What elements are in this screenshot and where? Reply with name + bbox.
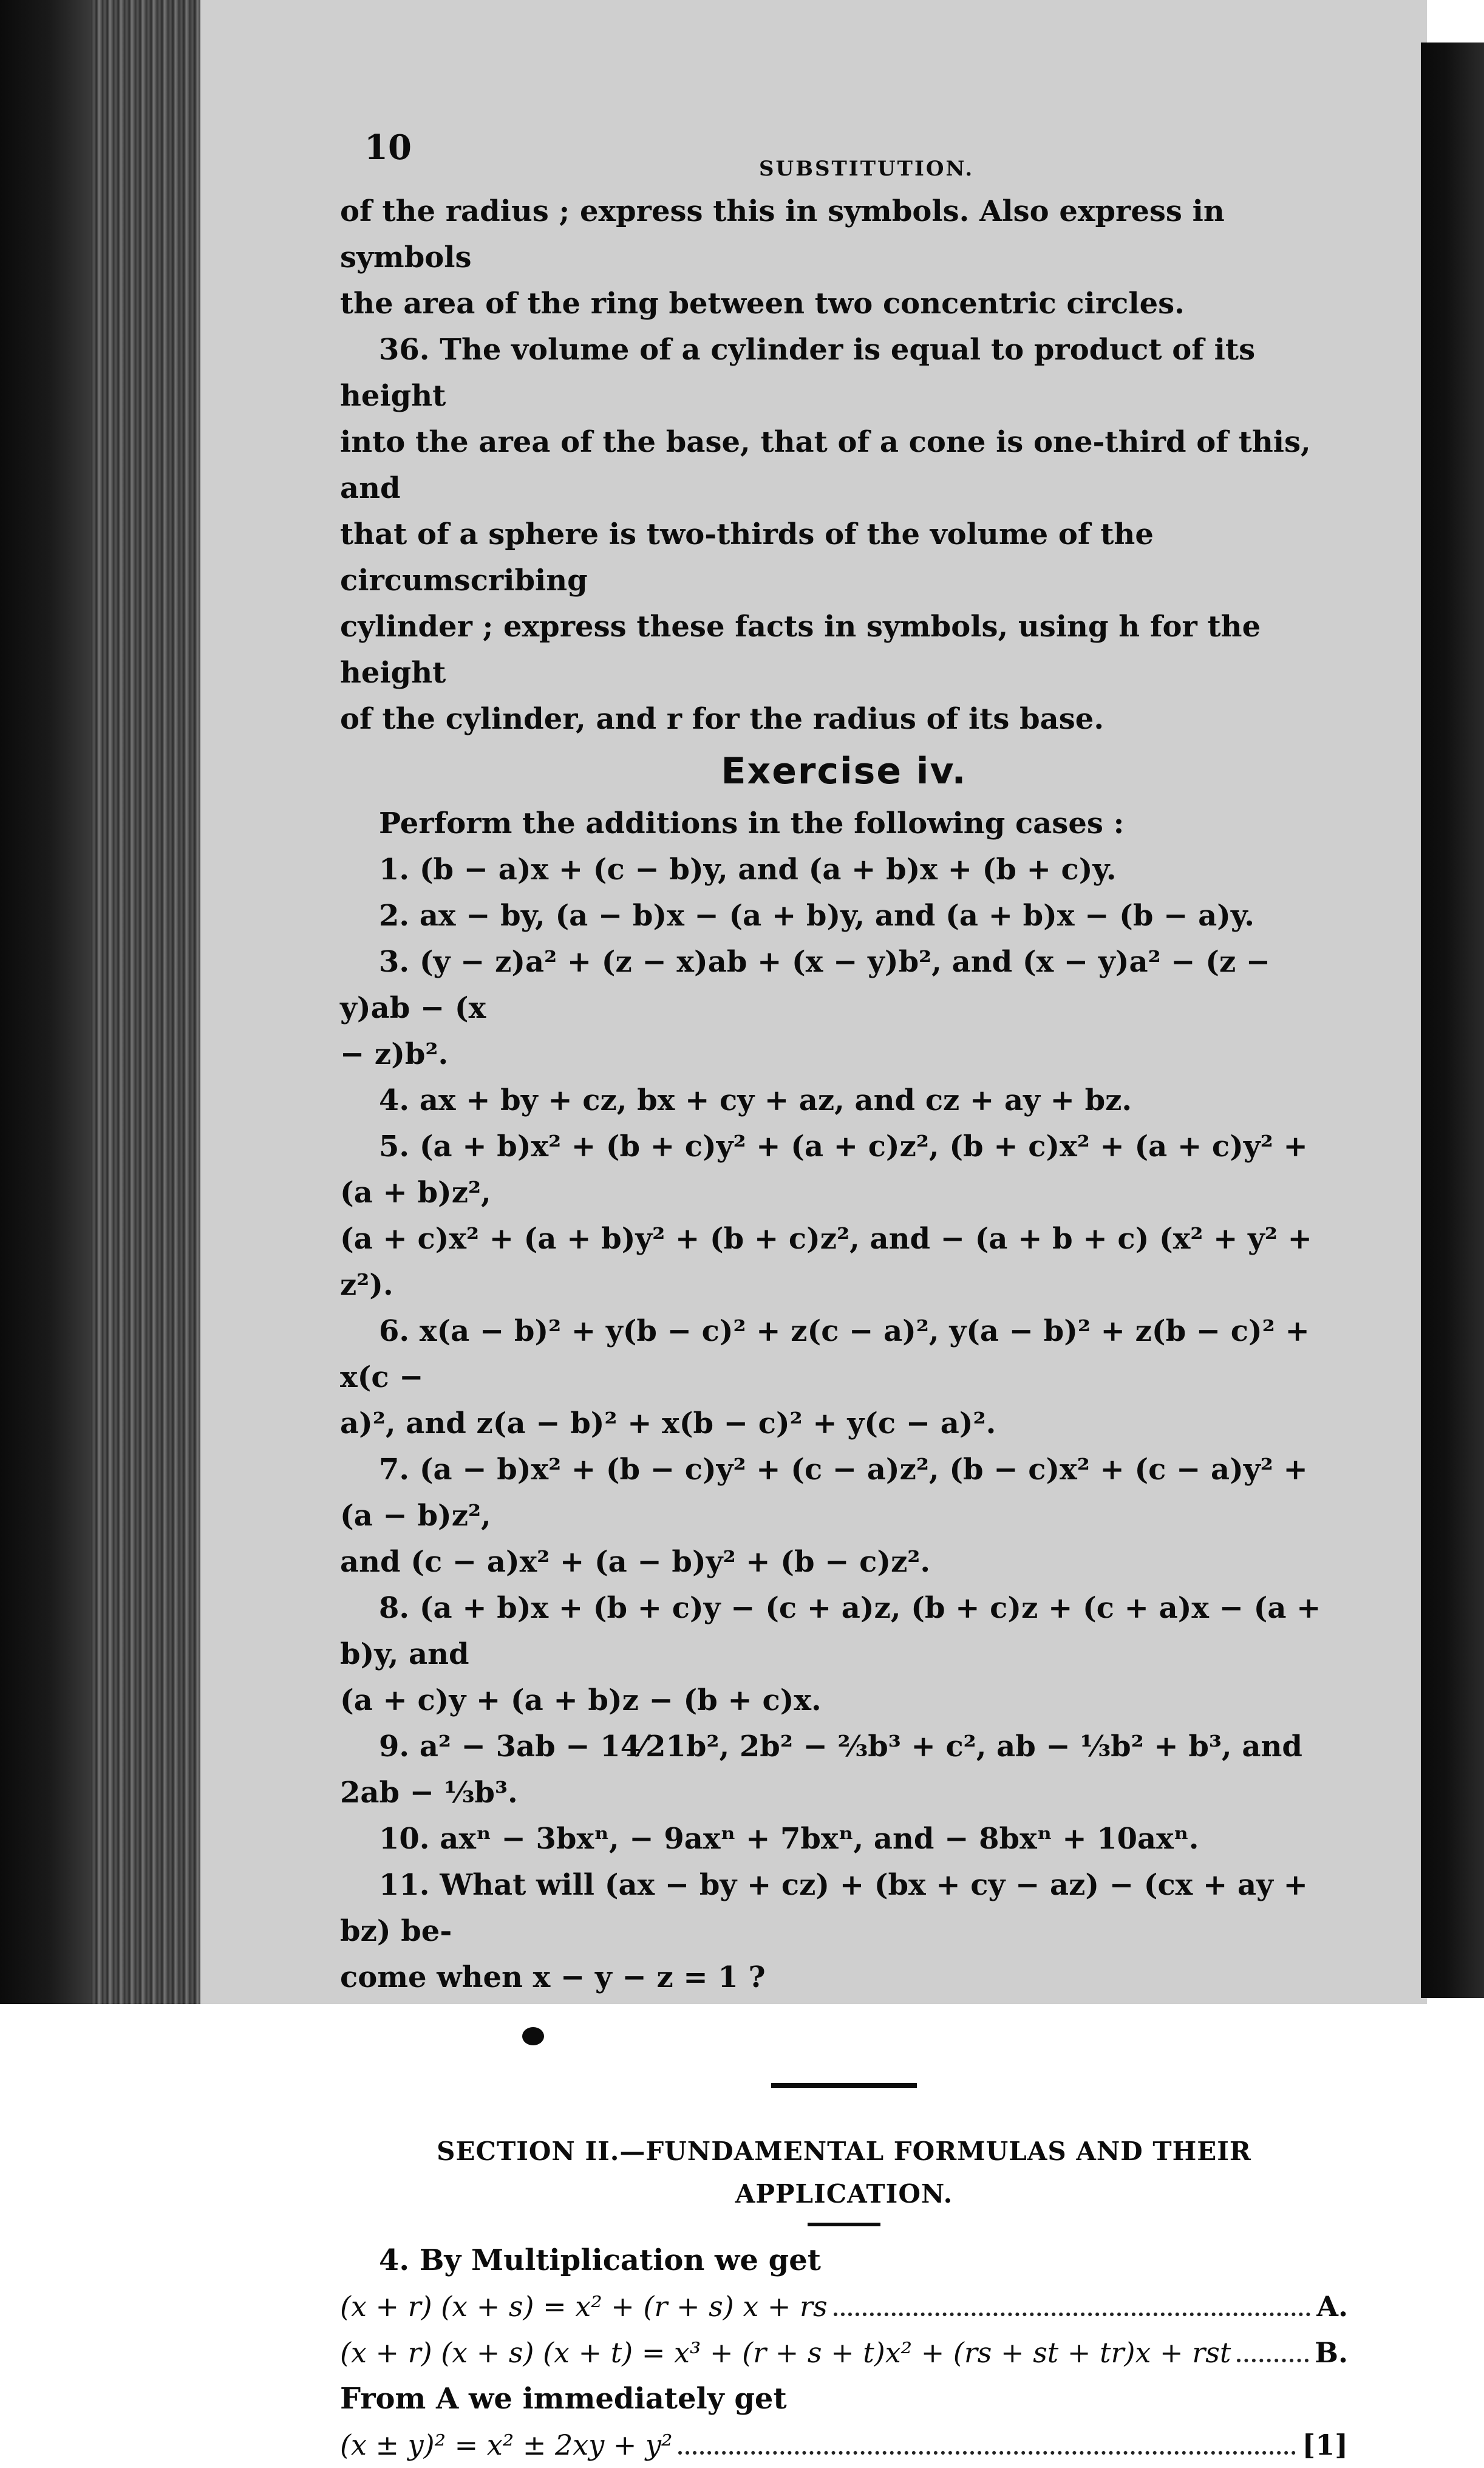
exercise-item: 8. (a + b)x + (b + c)y − (c + a)z, (b + c)z + (c + a)x − (a + b)y, and xyxy=(340,1591,1321,1671)
exercise-item-continuation: a)², and z(a − b)² + x(b − c)² + y(c − a)². xyxy=(340,1406,996,1440)
section-divider-rule xyxy=(771,2083,917,2088)
exercise-item: 6. x(a − b)² + y(b − c)² + z(c − a)², y(a − b)² + z(b − c)² + x(c − xyxy=(340,1314,1310,1394)
formula-a xyxy=(340,2283,1348,2330)
exercise-item: 10. axⁿ − 3bxⁿ, − 9axⁿ + 7bxⁿ, and − 8bxⁿ + 10axⁿ. xyxy=(379,1822,1199,1856)
paragraph-line: the area of the ring between two concentric circles. xyxy=(340,287,1185,321)
exercise-item: 1. (b − a)x + (c − b)y, and (a + b)x + (b + c)y. xyxy=(379,853,1117,887)
paragraph-line: of the cylinder, and r for the radius of its base. xyxy=(340,702,1104,736)
exercise-item: 7. (a − b)x² + (b − c)y² + (c − a)z², (b − c)x² + (c − a)y² + (a − b)z², xyxy=(340,1453,1308,1533)
book-spine xyxy=(91,0,206,2084)
formula-1 xyxy=(340,2422,1348,2468)
exercise-item-continuation: (a + c)y + (a + b)z − (b + c)x. xyxy=(340,1683,822,1717)
exercise-item: 2. ax − by, (a − b)x − (a + b)y, and (a + b)x − (b − a)y. xyxy=(379,899,1254,933)
exercise-item: 5. (a + b)x² + (b + c)y² + (a + c)z², (b + c)x² + (a + c)y² + (a + b)z², xyxy=(340,1130,1308,1210)
exercise-item-continuation: (a + c)x² + (a + b)y² + (b + c)z², and − (a + b + c) (x² + y² + z²). xyxy=(340,1222,1312,1302)
exercise-item-continuation: − z)b². xyxy=(340,1037,449,1071)
page-right-edge xyxy=(1421,43,1484,1998)
dot-leader xyxy=(834,2313,1311,2316)
exercise-title: Exercise iv. xyxy=(721,750,967,793)
exercise-intro: Perform the additions in the following cases : xyxy=(379,806,1125,840)
page-number: 10 xyxy=(364,128,412,168)
exercise-item: 11. What will (ax − by + cz) + (bx + cy − az) − (cx + ay + bz) be- xyxy=(340,1868,1308,1948)
from-a-text: From A we immediately get xyxy=(340,2382,787,2416)
paragraph-line: of the radius ; express this in symbols. Also express in symbols xyxy=(340,194,1225,274)
formula-1-text: (x ± y)² = x² ± 2xy + y² xyxy=(340,2429,673,2461)
formula-b-text: (x + r) (x + s) (x + t) = x³ + (r + s + t)x² + (rs + st + tr)x + rst xyxy=(340,2336,1231,2369)
paragraph-line: that of a sphere is two-thirds of the volume of the circumscribing xyxy=(340,517,1154,598)
ink-blot xyxy=(522,2027,544,2045)
exercise-item-continuation: and (c − a)x² + (a − b)y² + (b − c)z². xyxy=(340,1545,931,1579)
page-content xyxy=(340,121,1348,2468)
section-title-rule xyxy=(808,2223,880,2226)
formula-a-text: (x + r) (x + s) = x² + (r + s) x + rs xyxy=(340,2290,828,2323)
paragraph-line: cylinder ; express these facts in symbols, using h for the height xyxy=(340,610,1261,690)
exercise-item-continuation: come when x − y − z = 1 ? xyxy=(340,1960,766,1994)
formula-1-tag: [1] xyxy=(1302,2429,1348,2461)
paragraph-line: into the area of the base, that of a cone is one-third of this, and xyxy=(340,425,1311,505)
section-title: SECTION II.—FUNDAMENTAL FORMULAS AND THEIR APPLICATION. xyxy=(437,2136,1251,2209)
dot-leader xyxy=(678,2451,1296,2455)
formula-b xyxy=(340,2330,1348,2376)
paragraph-line: 36. The volume of a cylinder is equal to product of its height xyxy=(340,333,1256,413)
exercise-item: 9. a² − 3ab − 14⁄21b², 2b² − ⅔b³ + c², ab − ⅓b² + b³, and 2ab − ⅓b³. xyxy=(340,1730,1302,1810)
formula-b-tag: B. xyxy=(1315,2336,1348,2369)
page-header xyxy=(340,121,1348,188)
dot-leader xyxy=(1237,2359,1309,2362)
section-lead: 4. By Multiplication we get xyxy=(379,2243,821,2277)
exercise-item: 3. (y − z)a² + (z − x)ab + (x − y)b², and (x − y)a² − (z − y)ab − (x xyxy=(340,945,1271,1025)
scan-background-left xyxy=(0,0,91,2084)
exercise-item: 4. ax + by + cz, bx + cy + az, and cz + ay + bz. xyxy=(379,1083,1132,1117)
formula-a-tag: A. xyxy=(1316,2290,1348,2323)
running-title: SUBSTITUTION. xyxy=(759,157,975,181)
